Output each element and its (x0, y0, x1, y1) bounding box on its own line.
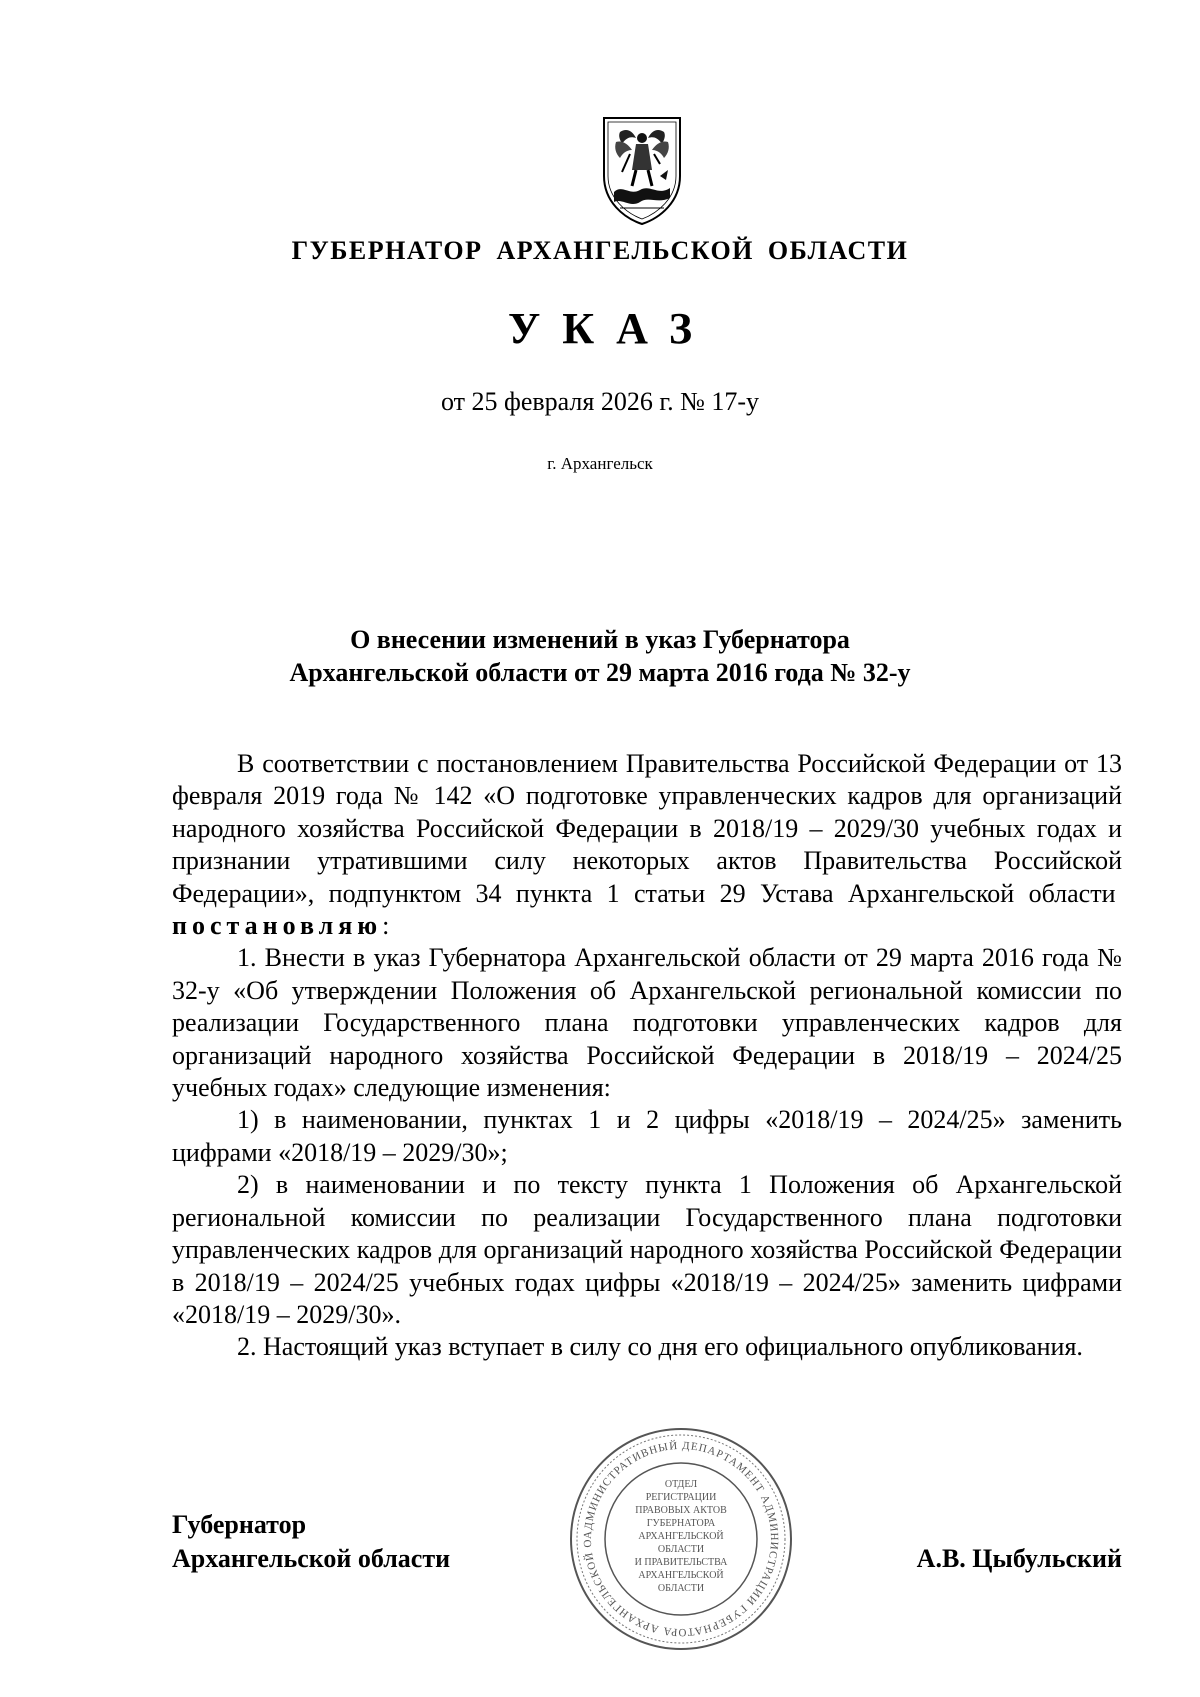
seal-outer-text: АДМИНИСТРАТИВНЫЙ ДЕПАРТАМЕНТ АДМИНИСТРАЦИИ ГУБЕРНАТОРА АРХАНГЕЛЬСКОЙ О (581, 1439, 781, 1639)
seal-inner-line: ОБЛАСТИ (657, 1583, 705, 1594)
preamble-paragraph (172, 748, 1122, 942)
seal-inner-line: РЕГИСТРАЦИИ (645, 1492, 717, 1503)
seal-inner-line: ОБЛАСТИ (657, 1544, 705, 1555)
seal-inner-line: АРХАНГЕЛЬСКОЙ (638, 1531, 724, 1542)
signer-name: А.В. Цыбульский (916, 1544, 1122, 1573)
seal-inner-line: И ПРАВИТЕЛЬСТВА (634, 1557, 728, 1568)
document-city: г. Архангельск (547, 454, 653, 473)
seal-inner-line: ПРАВОВЫХ АКТОВ (635, 1505, 727, 1516)
issuing-authority: ГУБЕРНАТОР АРХАНГЕЛЬСКОЙ ОБЛАСТИ (291, 236, 909, 265)
item-1-sub-1-paragraph: 1) в наименовании, пунктах 1 и 2 цифры «2018/19 – 2024/25» заменить цифрами «2018/19 – 2029/30»; (172, 1105, 1122, 1167)
coat-of-arms-icon (600, 114, 684, 226)
decree-word: постановляю (172, 911, 383, 941)
item-2-paragraph: 2. Настоящий указ вступает в силу со дня его официального опубликования. (237, 1332, 1083, 1362)
seal-inner-line: АРХАНГЕЛЬСКОЙ (638, 1570, 724, 1581)
document-body (172, 748, 1122, 1364)
document-date-number: от 25 февраля 2026 г. № 17-у (440, 387, 760, 416)
seal-inner-line: ГУБЕРНАТОРА (646, 1518, 716, 1529)
preamble-text: В соответствии с постановлением Правительства Российской Федерации от 13 февраля 2019 года № 142 «О подготовке управленческих кадров для организаций народного хозяйства Российской Федерации в 2018/19 – 2029/30 учебных годах и признании утратившими силу некоторых актов Правительства Российской Федерации», подпунктом 34 пункта 1 статьи 29 Устава Архангельской области (172, 749, 1122, 908)
official-seal-stamp-icon (567, 1425, 795, 1653)
item-1-sub-2-paragraph: 2) в наименовании и по тексту пункта 1 Положения об Архангельской региональной комиссии по реализации Государственного плана подготовки управленческих кадров для организаций народного хозяйства Российской Федерации в 2018/19 – 2024/25 учебных годах цифры «2018/19 – 2024/25» заменить цифрами «2018/19 – 2029/30». (172, 1170, 1122, 1329)
signer-position-line-2: Архангельской области (172, 1544, 451, 1573)
subject-line-2: Архангельской области от 29 марта 2016 года № 32-у (289, 658, 911, 687)
decree-colon: : (382, 911, 390, 941)
subject-line-1: О внесении изменений в указ Губернатора (350, 625, 850, 654)
signer-position-line-1: Губернатор (172, 1510, 307, 1539)
document-type: УКАЗ (507, 304, 715, 353)
signer-position (172, 1508, 450, 1576)
document-subject (0, 623, 1200, 689)
seal-inner-line: ОТДЕЛ (664, 1479, 698, 1490)
item-1-paragraph: 1. Внести в указ Губернатора Архангельской области от 29 марта 2016 года № 32-у «Об утверждении Положения об Архангельской региональной комиссии по реализации Государственного плана подготовки управленческих кадров для организаций народного хозяйства Российской Федерации в 2018/19 – 2024/25 учебных годах» следующие изменения: (172, 943, 1122, 1103)
